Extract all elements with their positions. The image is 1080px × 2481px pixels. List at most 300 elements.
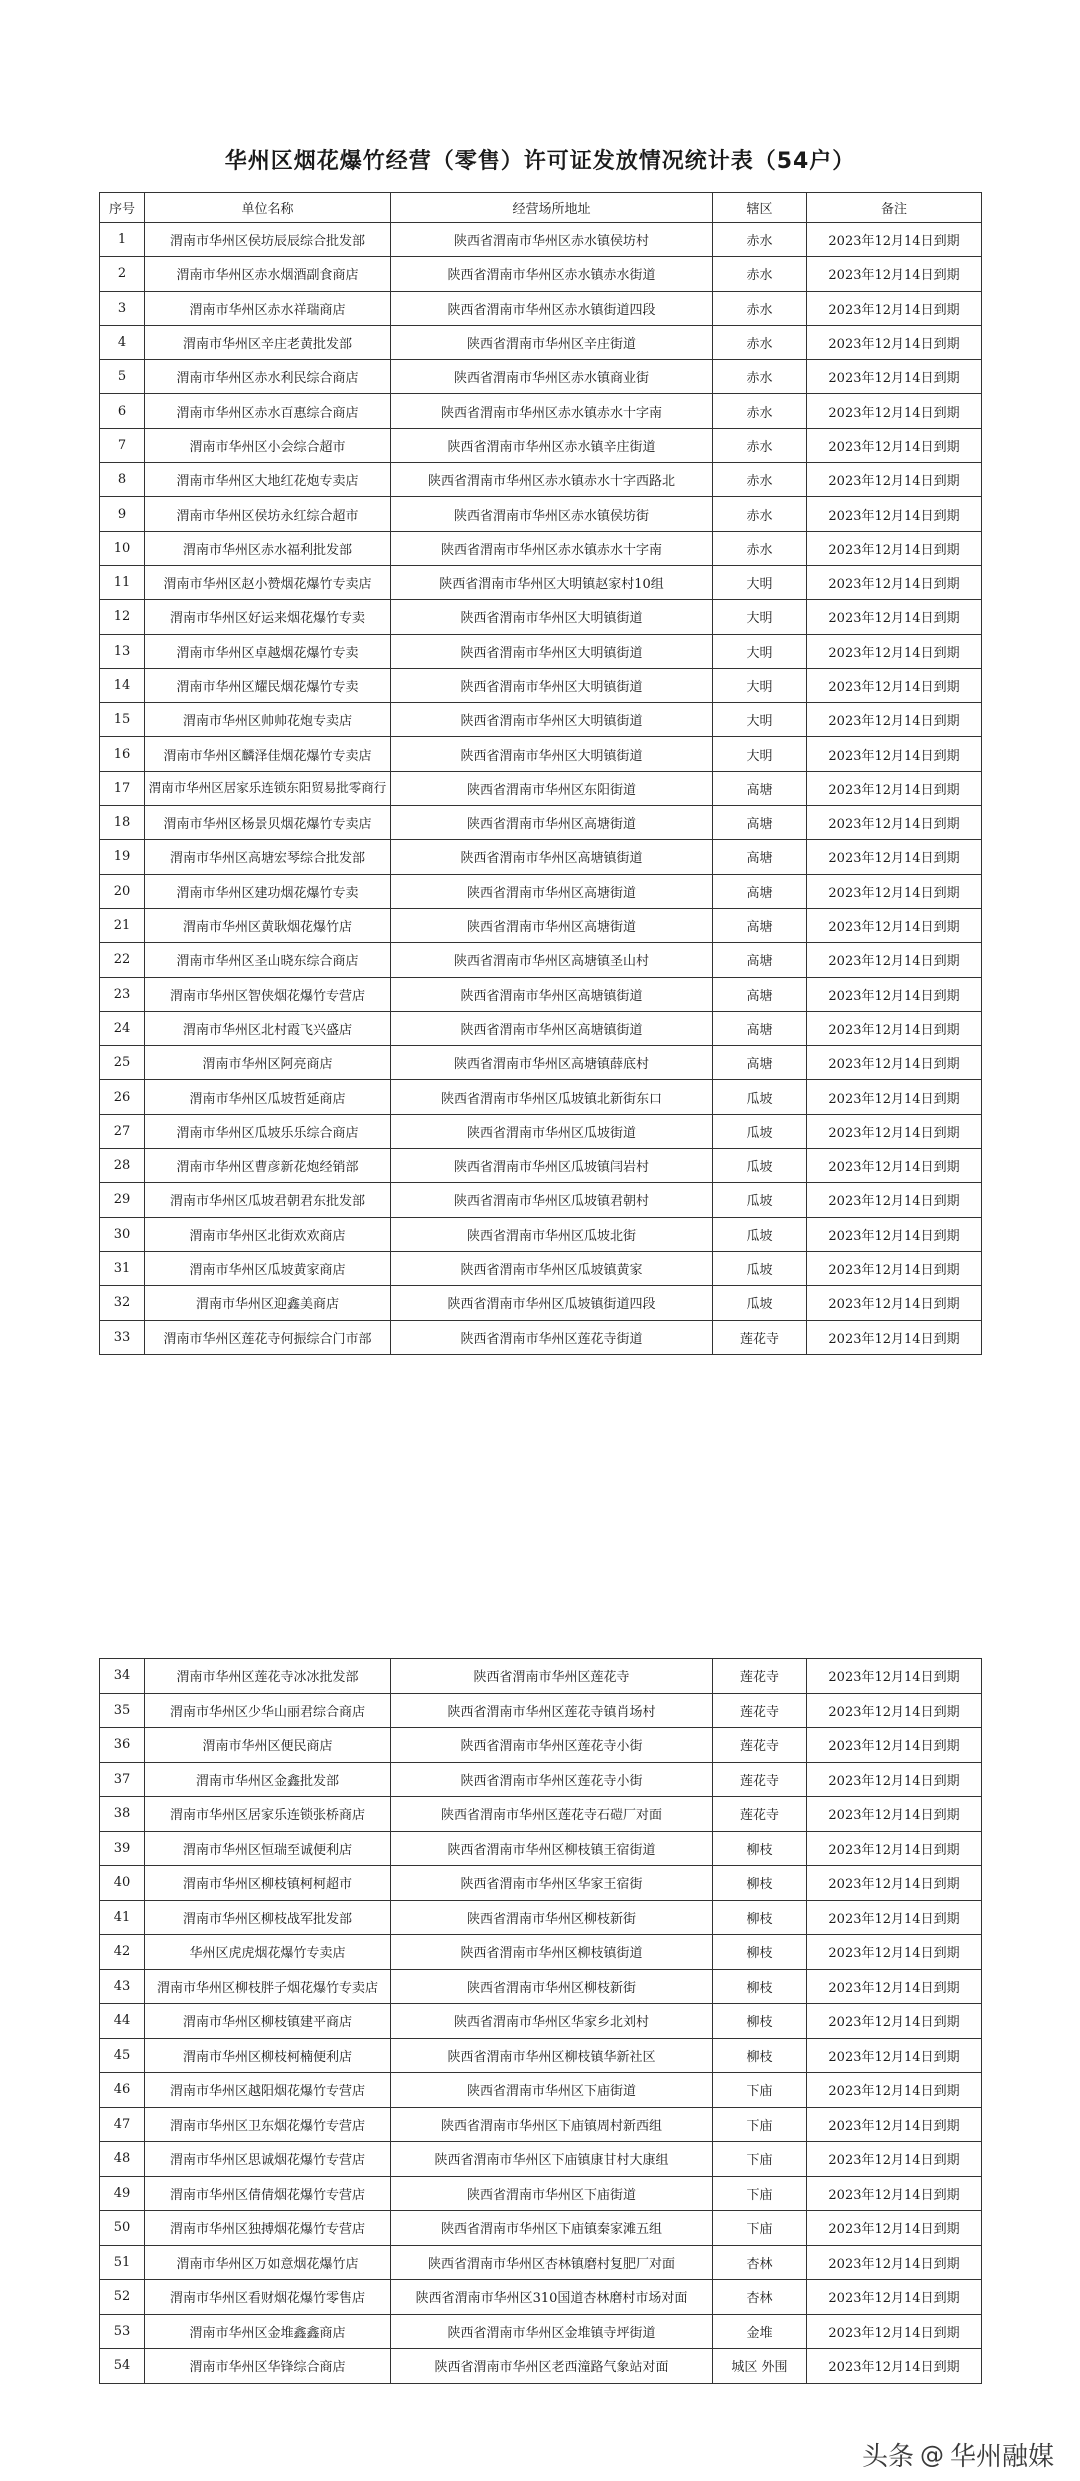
business-address-cell: 陕西省渭南市华州区高塘镇薛底村 xyxy=(391,1046,713,1080)
table-row xyxy=(100,1797,982,1832)
row-number-cell: 40 xyxy=(100,1866,145,1901)
remark-cell: 2023年12月14日到期 xyxy=(807,1011,982,1045)
table-row xyxy=(100,806,982,840)
unit-name-cell: 渭南市华州区独搏烟花爆竹专营店 xyxy=(145,2211,391,2246)
table-row xyxy=(100,1831,982,1866)
table-row xyxy=(100,565,982,599)
row-number-cell: 33 xyxy=(100,1320,145,1354)
district-cell: 柳枝 xyxy=(713,2038,807,2073)
business-address-cell: 陕西省渭南市华州区辛庄街道 xyxy=(391,325,713,359)
remark-cell: 2023年12月14日到期 xyxy=(807,1320,982,1354)
business-address-cell: 陕西省渭南市华州区大明镇街道 xyxy=(391,634,713,668)
unit-name-cell: 渭南市华州区华锋综合商店 xyxy=(145,2349,391,2384)
business-address-cell: 陕西省渭南市华州区下庙镇周村新西组 xyxy=(391,2107,713,2142)
remark-cell: 2023年12月14日到期 xyxy=(807,223,982,257)
district-cell: 莲花寺 xyxy=(713,1762,807,1797)
unit-name-cell: 渭南市华州区赤水利民综合商店 xyxy=(145,360,391,394)
business-address-cell: 陕西省渭南市华州区瓜坡镇黄家 xyxy=(391,1251,713,1285)
district-cell: 高塘 xyxy=(713,977,807,1011)
row-number-cell: 39 xyxy=(100,1831,145,1866)
unit-name-cell: 渭南市华州区柳枝镇柯柯超市 xyxy=(145,1866,391,1901)
business-address-cell: 陕西省渭南市华州区310国道杏林磨村市场对面 xyxy=(391,2280,713,2315)
business-address-cell: 陕西省渭南市华州区柳枝新街 xyxy=(391,1900,713,1935)
district-cell: 莲花寺 xyxy=(713,1693,807,1728)
row-number-cell: 46 xyxy=(100,2073,145,2108)
business-address-cell: 陕西省渭南市华州区瓜坡镇闫岩村 xyxy=(391,1149,713,1183)
unit-name-cell: 渭南市华州区耀民烟花爆竹专卖 xyxy=(145,668,391,702)
unit-name-cell: 渭南市华州区瓜坡哲延商店 xyxy=(145,1080,391,1114)
table-row xyxy=(100,1114,982,1148)
remark-cell: 2023年12月14日到期 xyxy=(807,874,982,908)
district-cell: 高塘 xyxy=(713,840,807,874)
district-cell: 高塘 xyxy=(713,1046,807,1080)
remark-cell: 2023年12月14日到期 xyxy=(807,394,982,428)
business-address-cell: 陕西省渭南市华州区瓜坡街道 xyxy=(391,1114,713,1148)
row-number-cell: 41 xyxy=(100,1900,145,1935)
business-address-cell: 陕西省渭南市华州区柳枝镇街道 xyxy=(391,1935,713,1970)
row-number-cell: 50 xyxy=(100,2211,145,2246)
table-row xyxy=(100,531,982,565)
table-row xyxy=(100,908,982,942)
remark-cell: 2023年12月14日到期 xyxy=(807,1183,982,1217)
district-cell: 大明 xyxy=(713,668,807,702)
business-address-cell: 陕西省渭南市华州区华家乡北刘村 xyxy=(391,2004,713,2039)
unit-name-cell: 渭南市华州区莲花寺何振综合门市部 xyxy=(145,1320,391,1354)
remark-cell: 2023年12月14日到期 xyxy=(807,737,982,771)
remark-cell: 2023年12月14日到期 xyxy=(807,531,982,565)
table-row xyxy=(100,2211,982,2246)
business-address-cell: 陕西省渭南市华州区大明镇街道 xyxy=(391,703,713,737)
unit-name-cell: 渭南市华州区迎鑫美商店 xyxy=(145,1286,391,1320)
row-number-cell: 2 xyxy=(100,257,145,291)
unit-name-cell: 渭南市华州区思诚烟花爆竹专营店 xyxy=(145,2142,391,2177)
district-cell: 赤水 xyxy=(713,531,807,565)
district-cell: 下庙 xyxy=(713,2107,807,2142)
district-cell: 瓜坡 xyxy=(713,1149,807,1183)
business-address-cell: 陕西省渭南市华州区下庙街道 xyxy=(391,2176,713,2211)
unit-name-cell: 渭南市华州区赤水百惠综合商店 xyxy=(145,394,391,428)
district-cell: 高塘 xyxy=(713,1011,807,1045)
row-number-cell: 13 xyxy=(100,634,145,668)
table-row xyxy=(100,1286,982,1320)
table-row xyxy=(100,2038,982,2073)
remark-cell: 2023年12月14日到期 xyxy=(807,1831,982,1866)
table-row xyxy=(100,737,982,771)
unit-name-cell: 渭南市华州区居家乐连锁张桥商店 xyxy=(145,1797,391,1832)
row-number-cell: 8 xyxy=(100,463,145,497)
row-number-cell: 17 xyxy=(100,771,145,805)
unit-name-cell: 渭南市华州区阿亮商店 xyxy=(145,1046,391,1080)
remark-cell: 2023年12月14日到期 xyxy=(807,1659,982,1694)
at-icon: @ xyxy=(919,2440,944,2469)
row-number-cell: 28 xyxy=(100,1149,145,1183)
business-address-cell: 陕西省渭南市华州区高塘镇街道 xyxy=(391,840,713,874)
row-number-cell: 32 xyxy=(100,1286,145,1320)
table-row xyxy=(100,1149,982,1183)
table-row xyxy=(100,874,982,908)
unit-name-cell: 渭南市华州区便民商店 xyxy=(145,1728,391,1763)
remark-cell: 2023年12月14日到期 xyxy=(807,908,982,942)
unit-name-cell: 渭南市华州区万如意烟花爆竹店 xyxy=(145,2245,391,2280)
row-number-cell: 27 xyxy=(100,1114,145,1148)
remark-cell: 2023年12月14日到期 xyxy=(807,703,982,737)
row-number-cell: 29 xyxy=(100,1183,145,1217)
row-number-cell: 3 xyxy=(100,291,145,325)
remark-cell: 2023年12月14日到期 xyxy=(807,2314,982,2349)
district-cell: 柳枝 xyxy=(713,1866,807,1901)
district-cell: 瓜坡 xyxy=(713,1217,807,1251)
district-cell: 柳枝 xyxy=(713,1935,807,1970)
district-cell: 杏林 xyxy=(713,2280,807,2315)
unit-name-cell: 渭南市华州区赵小赞烟花爆竹专卖店 xyxy=(145,565,391,599)
business-address-cell: 陕西省渭南市华州区金堆镇寺坪街道 xyxy=(391,2314,713,2349)
district-cell: 下庙 xyxy=(713,2073,807,2108)
table-row xyxy=(100,394,982,428)
business-address-cell: 陕西省渭南市华州区赤水镇商业街 xyxy=(391,360,713,394)
row-number-cell: 25 xyxy=(100,1046,145,1080)
unit-name-cell: 渭南市华州区金鑫批发部 xyxy=(145,1762,391,1797)
unit-name-cell: 渭南市华州区建功烟花爆竹专卖 xyxy=(145,874,391,908)
district-cell: 高塘 xyxy=(713,943,807,977)
unit-name-cell: 渭南市华州区侯坊永红综合超市 xyxy=(145,497,391,531)
business-address-cell: 陕西省渭南市华州区大明镇街道 xyxy=(391,668,713,702)
row-number-cell: 16 xyxy=(100,737,145,771)
unit-name-cell: 渭南市华州区瓜坡乐乐综合商店 xyxy=(145,1114,391,1148)
district-cell: 赤水 xyxy=(713,497,807,531)
remark-cell: 2023年12月14日到期 xyxy=(807,497,982,531)
row-number-cell: 30 xyxy=(100,1217,145,1251)
district-cell: 赤水 xyxy=(713,257,807,291)
district-cell: 大明 xyxy=(713,600,807,634)
remark-cell: 2023年12月14日到期 xyxy=(807,2349,982,2384)
remark-cell: 2023年12月14日到期 xyxy=(807,257,982,291)
row-number-cell: 9 xyxy=(100,497,145,531)
district-cell: 赤水 xyxy=(713,360,807,394)
remark-cell: 2023年12月14日到期 xyxy=(807,1114,982,1148)
remark-cell: 2023年12月14日到期 xyxy=(807,2038,982,2073)
unit-name-cell: 渭南市华州区赤水烟酒副食商店 xyxy=(145,257,391,291)
remark-cell: 2023年12月14日到期 xyxy=(807,565,982,599)
column-header: 辖区 xyxy=(713,193,807,223)
table-row xyxy=(100,943,982,977)
business-address-cell: 陕西省渭南市华州区赤水镇赤水街道 xyxy=(391,257,713,291)
table-row xyxy=(100,1900,982,1935)
district-cell: 柳枝 xyxy=(713,2004,807,2039)
district-cell: 大明 xyxy=(713,703,807,737)
row-number-cell: 12 xyxy=(100,600,145,634)
table-row xyxy=(100,1011,982,1045)
row-number-cell: 44 xyxy=(100,2004,145,2039)
row-number-cell: 54 xyxy=(100,2349,145,2384)
district-cell: 城区 外围 xyxy=(713,2349,807,2384)
row-number-cell: 42 xyxy=(100,1935,145,1970)
district-cell: 下庙 xyxy=(713,2176,807,2211)
table-row xyxy=(100,1183,982,1217)
table-row xyxy=(100,2314,982,2349)
business-address-cell: 陕西省渭南市华州区赤水镇赤水十字西路北 xyxy=(391,463,713,497)
table-row xyxy=(100,2349,982,2384)
remark-cell: 2023年12月14日到期 xyxy=(807,806,982,840)
business-address-cell: 陕西省渭南市华州区高塘镇圣山村 xyxy=(391,943,713,977)
table-row xyxy=(100,1217,982,1251)
row-number-cell: 15 xyxy=(100,703,145,737)
remark-cell: 2023年12月14日到期 xyxy=(807,428,982,462)
district-cell: 高塘 xyxy=(713,806,807,840)
business-address-cell: 陕西省渭南市华州区高塘街道 xyxy=(391,874,713,908)
remark-cell: 2023年12月14日到期 xyxy=(807,943,982,977)
remark-cell: 2023年12月14日到期 xyxy=(807,2176,982,2211)
row-number-cell: 1 xyxy=(100,223,145,257)
unit-name-cell: 渭南市华州区黄耿烟花爆竹店 xyxy=(145,908,391,942)
district-cell: 下庙 xyxy=(713,2142,807,2177)
table-row xyxy=(100,428,982,462)
business-address-cell: 陕西省渭南市华州区杏林镇磨村复肥厂对面 xyxy=(391,2245,713,2280)
unit-name-cell: 渭南市华州区金堆鑫鑫商店 xyxy=(145,2314,391,2349)
row-number-cell: 11 xyxy=(100,565,145,599)
row-number-cell: 51 xyxy=(100,2245,145,2280)
business-address-cell: 陕西省渭南市华州区赤水镇侯坊街 xyxy=(391,497,713,531)
row-number-cell: 5 xyxy=(100,360,145,394)
business-address-cell: 陕西省渭南市华州区莲花寺石磑厂对面 xyxy=(391,1797,713,1832)
unit-name-cell: 渭南市华州区北街欢欢商店 xyxy=(145,1217,391,1251)
unit-name-cell: 渭南市华州区麟泽佳烟花爆竹专卖店 xyxy=(145,737,391,771)
unit-name-cell: 渭南市华州区莲花寺冰冰批发部 xyxy=(145,1659,391,1694)
district-cell: 高塘 xyxy=(713,771,807,805)
district-cell: 莲花寺 xyxy=(713,1728,807,1763)
column-header: 备注 xyxy=(807,193,982,223)
business-address-cell: 陕西省渭南市华州区下庙镇秦家滩五组 xyxy=(391,2211,713,2246)
remark-cell: 2023年12月14日到期 xyxy=(807,1046,982,1080)
table-row xyxy=(100,1251,982,1285)
unit-name-cell: 渭南市华州区卓越烟花爆竹专卖 xyxy=(145,634,391,668)
remark-cell: 2023年12月14日到期 xyxy=(807,2211,982,2246)
business-address-cell: 陕西省渭南市华州区柳枝镇华新社区 xyxy=(391,2038,713,2073)
unit-name-cell: 渭南市华州区大地红花炮专卖店 xyxy=(145,463,391,497)
district-cell: 瓜坡 xyxy=(713,1114,807,1148)
column-header: 经营场所地址 xyxy=(391,193,713,223)
business-address-cell: 陕西省渭南市华州区莲花寺小街 xyxy=(391,1728,713,1763)
unit-name-cell: 渭南市华州区卫东烟花爆竹专营店 xyxy=(145,2107,391,2142)
watermark-prefix: 头条 xyxy=(861,2442,914,2472)
table-row xyxy=(100,257,982,291)
district-cell: 大明 xyxy=(713,737,807,771)
watermark-name: 华州融媒 xyxy=(949,2442,1054,2472)
table-row xyxy=(100,2245,982,2280)
unit-name-cell: 渭南市华州区赤水福利批发部 xyxy=(145,531,391,565)
unit-name-cell: 渭南市华州区圣山晓东综合商店 xyxy=(145,943,391,977)
business-address-cell: 陕西省渭南市华州区下庙街道 xyxy=(391,2073,713,2108)
row-number-cell: 52 xyxy=(100,2280,145,2315)
table-row xyxy=(100,977,982,1011)
business-address-cell: 陕西省渭南市华州区东阳街道 xyxy=(391,771,713,805)
remark-cell: 2023年12月14日到期 xyxy=(807,1935,982,1970)
table-row xyxy=(100,2107,982,2142)
business-address-cell: 陕西省渭南市华州区老西潼路气象站对面 xyxy=(391,2349,713,2384)
remark-cell: 2023年12月14日到期 xyxy=(807,1969,982,2004)
remark-cell: 2023年12月14日到期 xyxy=(807,1286,982,1320)
column-header: 单位名称 xyxy=(145,193,391,223)
row-number-cell: 48 xyxy=(100,2142,145,2177)
unit-name-cell: 渭南市华州区瓜坡黄家商店 xyxy=(145,1251,391,1285)
table-row xyxy=(100,1080,982,1114)
table-row xyxy=(100,1728,982,1763)
unit-name-cell: 渭南市华州区辛庄老黄批发部 xyxy=(145,325,391,359)
business-address-cell: 陕西省渭南市华州区莲花寺镇肖场村 xyxy=(391,1693,713,1728)
remark-cell: 2023年12月14日到期 xyxy=(807,2245,982,2280)
remark-cell: 2023年12月14日到期 xyxy=(807,2073,982,2108)
district-cell: 金堆 xyxy=(713,2314,807,2349)
row-number-cell: 23 xyxy=(100,977,145,1011)
table-row xyxy=(100,497,982,531)
row-number-cell: 20 xyxy=(100,874,145,908)
permit-table-part1 xyxy=(99,192,982,1355)
unit-name-cell: 渭南市华州区瓜坡君朝君东批发部 xyxy=(145,1183,391,1217)
district-cell: 大明 xyxy=(713,634,807,668)
unit-name-cell: 渭南市华州区高塘宏琴综合批发部 xyxy=(145,840,391,874)
unit-name-cell: 渭南市华州区侯坊辰辰综合批发部 xyxy=(145,223,391,257)
table-row xyxy=(100,291,982,325)
unit-name-cell: 渭南市华州区柳枝柯楠便利店 xyxy=(145,2038,391,2073)
unit-name-cell: 渭南市华州区越阳烟花爆竹专营店 xyxy=(145,2073,391,2108)
unit-name-cell: 渭南市华州区小会综合超市 xyxy=(145,428,391,462)
business-address-cell: 陕西省渭南市华州区大明镇街道 xyxy=(391,600,713,634)
district-cell: 柳枝 xyxy=(713,1831,807,1866)
business-address-cell: 陕西省渭南市华州区大明镇街道 xyxy=(391,737,713,771)
row-number-cell: 43 xyxy=(100,1969,145,2004)
business-address-cell: 陕西省渭南市华州区莲花寺 xyxy=(391,1659,713,1694)
unit-name-cell: 渭南市华州区帅帅花炮专卖店 xyxy=(145,703,391,737)
business-address-cell: 陕西省渭南市华州区赤水镇街道四段 xyxy=(391,291,713,325)
remark-cell: 2023年12月14日到期 xyxy=(807,1900,982,1935)
business-address-cell: 陕西省渭南市华州区瓜坡镇北新街东口 xyxy=(391,1080,713,1114)
district-cell: 莲花寺 xyxy=(713,1659,807,1694)
remark-cell: 2023年12月14日到期 xyxy=(807,1866,982,1901)
remark-cell: 2023年12月14日到期 xyxy=(807,634,982,668)
table-row xyxy=(100,600,982,634)
district-cell: 高塘 xyxy=(713,874,807,908)
row-number-cell: 31 xyxy=(100,1251,145,1285)
unit-name-cell: 渭南市华州区智侠烟花爆竹专营店 xyxy=(145,977,391,1011)
business-address-cell: 陕西省渭南市华州区瓜坡镇君朝村 xyxy=(391,1183,713,1217)
business-address-cell: 陕西省渭南市华州区赤水镇赤水十字南 xyxy=(391,394,713,428)
row-number-cell: 36 xyxy=(100,1728,145,1763)
table-row xyxy=(100,1046,982,1080)
remark-cell: 2023年12月14日到期 xyxy=(807,2280,982,2315)
remark-cell: 2023年12月14日到期 xyxy=(807,1728,982,1763)
row-number-cell: 24 xyxy=(100,1011,145,1045)
remark-cell: 2023年12月14日到期 xyxy=(807,291,982,325)
table-row xyxy=(100,1693,982,1728)
table-row xyxy=(100,2004,982,2039)
table-row xyxy=(100,634,982,668)
remark-cell: 2023年12月14日到期 xyxy=(807,1693,982,1728)
district-cell: 赤水 xyxy=(713,325,807,359)
column-header: 序号 xyxy=(100,193,145,223)
row-number-cell: 37 xyxy=(100,1762,145,1797)
table-row xyxy=(100,1935,982,1970)
row-number-cell: 47 xyxy=(100,2107,145,2142)
table-row xyxy=(100,668,982,702)
row-number-cell: 26 xyxy=(100,1080,145,1114)
district-cell: 大明 xyxy=(713,565,807,599)
row-number-cell: 35 xyxy=(100,1693,145,1728)
unit-name-cell: 渭南市华州区柳枝战军批发部 xyxy=(145,1900,391,1935)
business-address-cell: 陕西省渭南市华州区高塘镇街道 xyxy=(391,977,713,1011)
table-row xyxy=(100,703,982,737)
table-row xyxy=(100,2142,982,2177)
row-number-cell: 38 xyxy=(100,1797,145,1832)
permit-table-part2 xyxy=(99,1658,982,2384)
remark-cell: 2023年12月14日到期 xyxy=(807,360,982,394)
district-cell: 高塘 xyxy=(713,908,807,942)
table-row xyxy=(100,840,982,874)
remark-cell: 2023年12月14日到期 xyxy=(807,463,982,497)
unit-name-cell: 渭南市华州区柳枝镇建平商店 xyxy=(145,2004,391,2039)
remark-cell: 2023年12月14日到期 xyxy=(807,1080,982,1114)
district-cell: 赤水 xyxy=(713,291,807,325)
row-number-cell: 45 xyxy=(100,2038,145,2073)
district-cell: 瓜坡 xyxy=(713,1251,807,1285)
remark-cell: 2023年12月14日到期 xyxy=(807,668,982,702)
table-row xyxy=(100,2176,982,2211)
business-address-cell: 陕西省渭南市华州区瓜坡镇街道四段 xyxy=(391,1286,713,1320)
row-number-cell: 10 xyxy=(100,531,145,565)
table-row xyxy=(100,360,982,394)
table-row xyxy=(100,1969,982,2004)
unit-name-cell: 渭南市华州区赤水祥瑞商店 xyxy=(145,291,391,325)
table-row xyxy=(100,463,982,497)
remark-cell: 2023年12月14日到期 xyxy=(807,325,982,359)
remark-cell: 2023年12月14日到期 xyxy=(807,977,982,1011)
district-cell: 瓜坡 xyxy=(713,1183,807,1217)
watermark xyxy=(862,2436,1054,2473)
business-address-cell: 陕西省渭南市华州区柳枝新街 xyxy=(391,1969,713,2004)
remark-cell: 2023年12月14日到期 xyxy=(807,840,982,874)
business-address-cell: 陕西省渭南市华州区柳枝镇王宿街道 xyxy=(391,1831,713,1866)
remark-cell: 2023年12月14日到期 xyxy=(807,771,982,805)
district-cell: 赤水 xyxy=(713,223,807,257)
business-address-cell: 陕西省渭南市华州区大明镇赵家村10组 xyxy=(391,565,713,599)
district-cell: 柳枝 xyxy=(713,1969,807,2004)
district-cell: 下庙 xyxy=(713,2211,807,2246)
table-row xyxy=(100,771,982,805)
table-row xyxy=(100,1762,982,1797)
remark-cell: 2023年12月14日到期 xyxy=(807,1251,982,1285)
row-number-cell: 34 xyxy=(100,1659,145,1694)
district-cell: 赤水 xyxy=(713,463,807,497)
unit-name-cell: 渭南市华州区杨景贝烟花爆竹专卖店 xyxy=(145,806,391,840)
unit-name-cell: 渭南市华州区曹彦新花炮经销部 xyxy=(145,1149,391,1183)
table-row xyxy=(100,325,982,359)
remark-cell: 2023年12月14日到期 xyxy=(807,2142,982,2177)
remark-cell: 2023年12月14日到期 xyxy=(807,600,982,634)
row-number-cell: 53 xyxy=(100,2314,145,2349)
business-address-cell: 陕西省渭南市华州区瓜坡北街 xyxy=(391,1217,713,1251)
district-cell: 柳枝 xyxy=(713,1900,807,1935)
business-address-cell: 陕西省渭南市华州区赤水镇辛庄街道 xyxy=(391,428,713,462)
row-number-cell: 7 xyxy=(100,428,145,462)
remark-cell: 2023年12月14日到期 xyxy=(807,2107,982,2142)
remark-cell: 2023年12月14日到期 xyxy=(807,1762,982,1797)
unit-name-cell: 渭南市华州区少华山丽君综合商店 xyxy=(145,1693,391,1728)
district-cell: 瓜坡 xyxy=(713,1080,807,1114)
unit-name-cell: 渭南市华州区居家乐连锁东阳贸易批零商行 xyxy=(145,771,391,805)
unit-name-cell: 渭南市华州区柳枝胖子烟花爆竹专卖店 xyxy=(145,1969,391,2004)
row-number-cell: 6 xyxy=(100,394,145,428)
remark-cell: 2023年12月14日到期 xyxy=(807,2004,982,2039)
district-cell: 莲花寺 xyxy=(713,1320,807,1354)
business-address-cell: 陕西省渭南市华州区赤水镇赤水十字南 xyxy=(391,531,713,565)
